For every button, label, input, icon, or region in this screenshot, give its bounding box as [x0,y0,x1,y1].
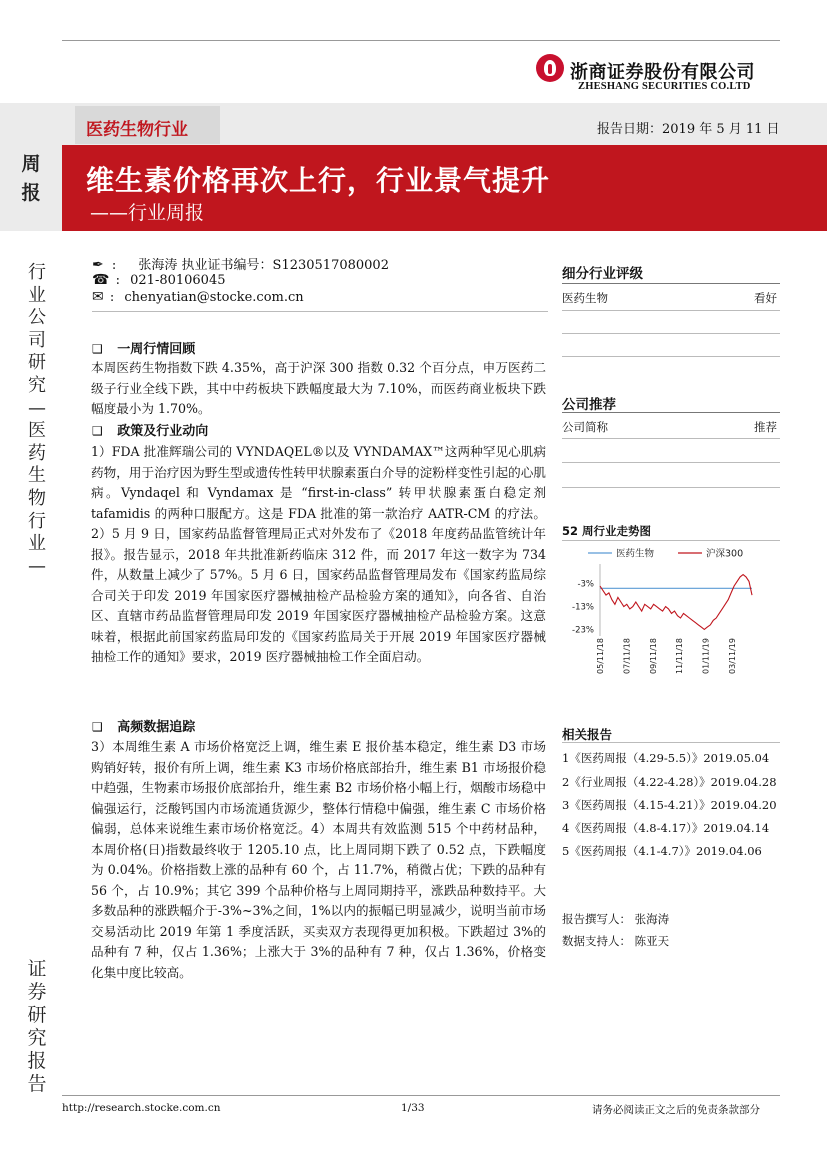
chart-title: 52 周行业走势图 [562,524,652,538]
y-tick-label: -3% [577,579,594,590]
rating-sector: 医药生物 [562,291,608,305]
paragraph-weekly-review: 本周医药生物指数下跌 4.35%，高于沪深 300 指数 0.32 个百分点，申万医药二级子行业全线下跌，其中中药板块下跌幅度最大为 7.10%，而医药商业板块下跌幅度最小为 1.70%。 [91,360,546,416]
related-report-item[interactable]: 3《医药周报（4.15-4.21）》2019.04.20 [562,798,777,812]
related-report-item[interactable]: 1《医药周报（4.29-5.5）》2019.05.04 [562,751,770,765]
rating-row-line [562,310,780,311]
zheshang-logo-icon [536,54,564,82]
related-report-item[interactable]: 5《医药周报（4.1-4.7）》2019.04.06 [562,844,762,858]
data-supporter: 数据支持人： 陈亚天 [562,934,670,948]
legend-label: 医药生物 [616,548,655,560]
related-divider [562,742,780,743]
report-writer: 报告撰写人： 张海涛 [562,912,670,926]
recommend-heading: 公司推荐 [562,397,616,413]
author-name-row: ✒ : 张海涛 执业证书编号：S1230517080002 [92,257,389,273]
phone-icon: ☎ [92,272,110,288]
series-line [600,575,752,630]
top-rule [62,40,780,41]
checkbox-bullet-icon: ❑ [92,342,103,356]
chart-legend [588,548,743,560]
author-email-row: ✉ : chenyatian@stocke.com.cn [92,289,304,305]
envelope-icon: ✉ [92,289,104,305]
section-heading-weekly-review: ❑ 一周行情回顾 [92,342,196,357]
report-type-label: 周报 [21,153,41,204]
section-heading-policy: ❑ 政策及行业动向 [92,424,209,439]
recommend-row-line [562,462,780,463]
sidebar-report-label: 证券研究报告 [27,958,47,1095]
company-name-cn: 浙商证券股份有限公司 [570,62,755,83]
x-tick-label: 03/11/19 [728,638,737,674]
related-report-item[interactable]: 2《行业周报（4.22-4.28）》2019.04.28 [562,775,777,789]
chart-divider [562,540,780,541]
recommend-divider [562,412,780,413]
footer-disclaimer: 请务必阅读正文之后的免责条款部分 [592,1104,760,1116]
company-name-en: ZHESHANG SECURITIES CO.LTD [578,81,751,92]
footer-url[interactable]: http://research.stocke.com.cn [62,1102,221,1114]
x-tick-label: 07/11/18 [622,638,632,674]
page-title: 维生素价格再次上行，行业景气提升 [86,164,551,197]
industry-label: 医药生物行业 [86,120,188,140]
footer-rule [62,1095,780,1096]
related-report-item[interactable]: 4《医药周报（4.8-4.17）》2019.04.14 [562,821,770,835]
recommend-row-line [562,487,780,488]
page-number: 1/33 [401,1102,425,1114]
rating-row-line [562,356,780,357]
recommend-col-rec: 推荐 [754,420,777,434]
x-tick-label: 01/11/19 [701,638,711,674]
author-phone: 021-80106045 [130,273,226,288]
section-heading-data-tracking: ❑ 高频数据追踪 [92,720,196,735]
paragraph-data-tracking: 3）本周维生素 A 市场价格宽泛上调，维生素 E 报价基本稳定，维生素 D3 市场购销好转，报价有所上调，维生素 K3 市场价格底部抬升，维生素 B1 市场报价稳中趋强，生物素市场报价底部抬升，维生素 B2 市场价格小幅上行，烟酸市场稳中偏强运行，泛酸钙国内市场流通货源少，整体行情稳中偏强，维生素 C 市场价格偏弱，总体来说维生素市场价格宽泛。4）本周共有效监测 515 个中药材品种，本周价格(日)指数最终收于 1205.10 点，比上周同期下跌了 0.52 点，下跌幅度为 0.04%。价格指数上涨的品种有 60 个，占 11.7%，稍微占优；下跌的品种有 56 个，占 10.9%；其它 399 个品种价格与上周同期持平，涨跌品种数持平。大多数品种的涨跌幅介于-3%~3%之间，1%以内的振幅已明显减少，说明当前市场交易活动比 2019 年第 1 季度活跃，买卖双方表现得更加积极。下跌超过 3%的品种有 7 种，仅占 1.36%；上涨大于 3%的品种有 7 种，仅占 1.36%，价格变化集中度比较高。 [91,739,546,980]
author-name: 张海涛 执业证书编号：S1230517080002 [138,258,389,273]
recommend-row-line [562,438,780,439]
checkbox-bullet-icon: ❑ [92,424,103,438]
pen-icon: ✒ [92,257,104,273]
x-tick-label: 05/11/18 [596,638,605,674]
related-heading: 相关报告 [562,727,613,742]
y-tick-label: -23% [572,625,594,636]
author-divider [92,311,548,312]
x-tick-label: 11/11/18 [675,638,685,674]
x-tick-label: 09/11/18 [648,638,658,674]
author-phone-row: ☎ : 021-80106045 [92,272,226,288]
rating-row-line [562,333,780,334]
checkbox-bullet-icon: ❑ [92,720,103,734]
author-email[interactable]: chenyatian@stocke.com.cn [124,290,304,305]
legend-label: 沪深300 [706,548,744,560]
y-tick-label: -13% [572,602,594,613]
chart-series [600,575,752,630]
sidebar-category-label: 行业公司研究—医药生物行业— [28,262,46,577]
rating-divider [562,283,780,284]
paragraph-policy: 1）FDA 批准辉瑞公司的 VYNDAQEL®以及 VYNDAMAX™这两种罕见心肌病药物，用于治疗因为野生型或遗传性转甲状腺素蛋白介导的淀粉样变性引起的心肌病。Vyndaqel 和 Vyndamax 是 “first-in-class” 转甲状腺素蛋白稳定剂 tafamidis 的两种口服配方。这是 FDA 批准的第一款治疗 AATR-CM 的疗法。2）5 月 9 日，国家药品监督管理局正式对外发布了《2018 年度药品监管统计年报》。报告显示，2018 年共批准新药临床 312 件，而 2017 年这一数字为 734 件，从数量上减少了 57%。5 月 6 日，国家药品监督管理局发布《国家药监局综合司关于印发 2019 年国家医疗器械抽检产品检验方案的通知》，向各省、自治区、直辖市药品监督管理局印发 2019 年国家医疗器械抽检产品检验方案。这意味着，根据此前国家药监局印发的《国家药监局关于开展 2019 年国家医疗器械抽检工作的通知》要求，2019 医疗器械抽检工作全面启动。 [91,444,546,664]
trend-chart [560,542,780,682]
rating-heading: 细分行业评级 [562,266,643,282]
page-subtitle: ——行业周报 [90,202,205,224]
chart-x-axis [596,638,737,674]
rating-value: 看好 [754,291,777,305]
chart-y-axis [572,580,594,636]
report-date: 报告日期：2019 年 5 月 11 日 [597,122,780,137]
recommend-col-company: 公司简称 [562,420,608,434]
